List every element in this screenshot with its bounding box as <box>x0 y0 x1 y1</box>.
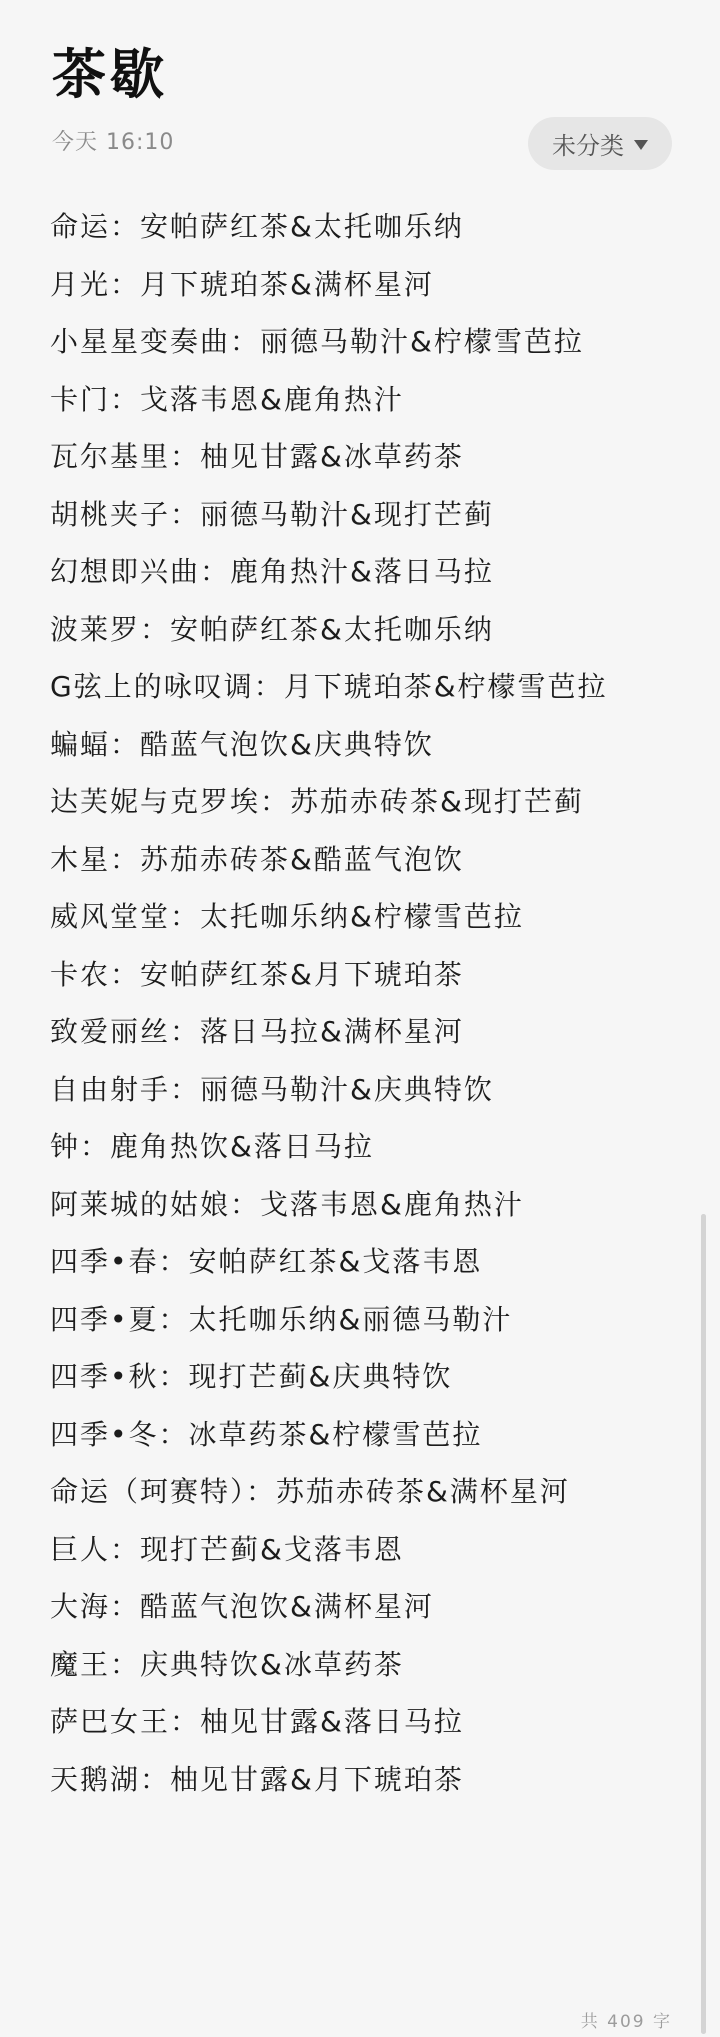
word-count: 共 409 字 <box>580 2012 672 2032</box>
note-body[interactable] <box>50 207 690 1817</box>
note-line[interactable]: 波莱罗：安帕萨红茶&太托咖乐纳 <box>50 612 494 646</box>
note-line[interactable]: 命运（珂赛特）：苏茄赤砖茶&满杯星河 <box>50 1475 570 1508</box>
note-line[interactable]: 达芙妮与克罗埃：苏茄赤砖茶&现打芒蓟 <box>50 785 584 818</box>
note-line[interactable]: 木星：苏茄赤砖茶&酷蓝气泡饮 <box>50 842 464 876</box>
category-dropdown[interactable] <box>528 117 672 170</box>
note-line[interactable]: 小星星变奏曲：丽德马勒汁&柠檬雪芭拉 <box>50 325 584 358</box>
note-line[interactable]: 阿莱城的姑娘：戈落韦恩&鹿角热汁 <box>50 1187 524 1221</box>
note-line[interactable]: 月光：月下琥珀茶&满杯星河 <box>50 267 434 301</box>
note-line[interactable]: 卡门：戈落韦恩&鹿角热汁 <box>50 382 404 416</box>
note-line[interactable]: 幻想即兴曲：鹿角热汁&落日马拉 <box>50 555 494 588</box>
note-line[interactable]: 四季•春：安帕萨红茶&戈落韦恩 <box>50 1245 483 1278</box>
note-line[interactable]: 四季•夏：太托咖乐纳&丽德马勒汁 <box>50 1302 513 1336</box>
note-line[interactable]: 钟：鹿角热饮&落日马拉 <box>50 1130 374 1163</box>
note-line[interactable]: 自由射手：丽德马勒汁&庆典特饮 <box>50 1072 494 1106</box>
note-line[interactable]: 四季•秋：现打芒蓟&庆典特饮 <box>50 1360 453 1393</box>
note-title[interactable]: 茶歇 <box>52 43 168 106</box>
note-line[interactable]: 大海：酷蓝气泡饮&满杯星河 <box>50 1590 434 1623</box>
note-line[interactable]: 威风堂堂：太托咖乐纳&柠檬雪芭拉 <box>50 900 524 933</box>
scrollbar[interactable] <box>701 1214 706 2034</box>
note-line[interactable]: 致爱丽丝：落日马拉&满杯星河 <box>50 1015 464 1048</box>
note-line[interactable]: 命运：安帕萨红茶&太托咖乐纳 <box>50 210 464 243</box>
scrollbar-thumb[interactable] <box>701 1214 706 2034</box>
note-timestamp: 今天 16:10 <box>52 130 175 155</box>
note-line[interactable]: 天鹅湖：柚见甘露&月下琥珀茶 <box>50 1762 464 1796</box>
note-line[interactable]: 萨巴女王：柚见甘露&落日马拉 <box>50 1705 464 1738</box>
note-line[interactable]: 瓦尔基里：柚见甘露&冰草药茶 <box>50 440 464 473</box>
note-line[interactable]: G弦上的咏叹调：月下琥珀茶&柠檬雪芭拉 <box>50 670 608 703</box>
note-line[interactable]: 胡桃夹子：丽德马勒汁&现打芒蓟 <box>50 497 494 531</box>
category-label: 未分类 <box>552 132 624 160</box>
note-line[interactable]: 巨人：现打芒蓟&戈落韦恩 <box>50 1532 404 1566</box>
caret-down-icon <box>634 140 648 150</box>
note-line[interactable]: 四季•冬：冰草药茶&柠檬雪芭拉 <box>50 1417 483 1451</box>
note-line[interactable]: 魔王：庆典特饮&冰草药茶 <box>50 1647 404 1681</box>
note-line[interactable]: 卡农：安帕萨红茶&月下琥珀茶 <box>50 957 464 991</box>
note-line[interactable]: 蝙蝠：酷蓝气泡饮&庆典特饮 <box>50 727 434 761</box>
